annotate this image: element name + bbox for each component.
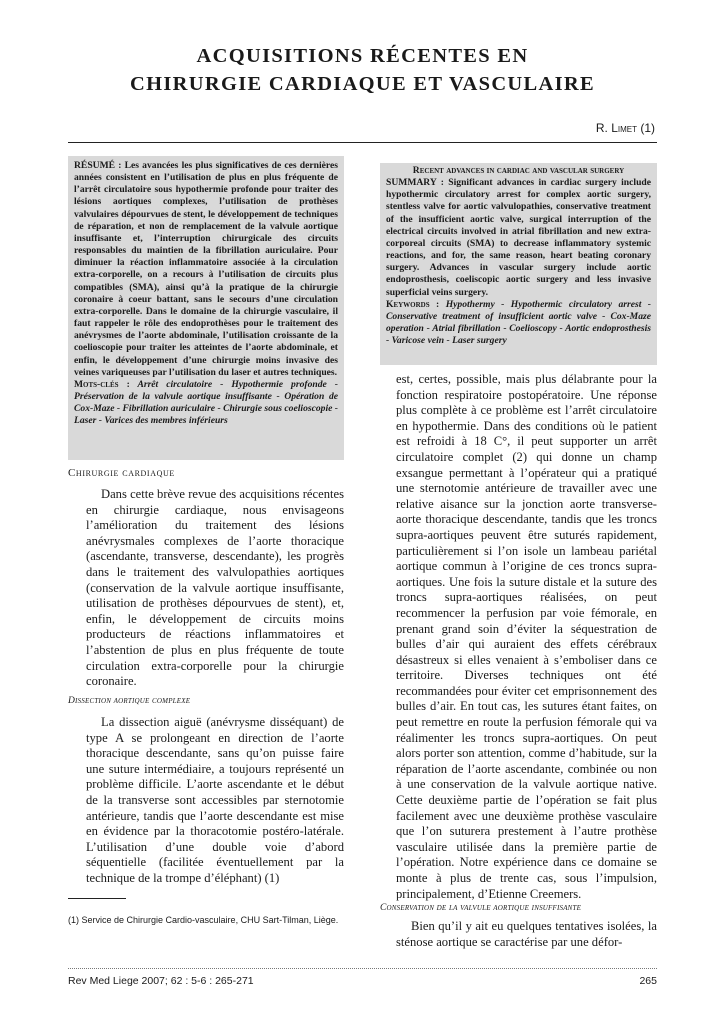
footnote-rule [68, 898, 126, 899]
article-title [0, 42, 725, 98]
summary-text: Significant advances in cardiac surgery include hypothermic circulatory arrest for complex aortic surgery, stentless valve for aortic valvulopathies, conservative treatment of the insufficient aortic valve, surgical interruption of the electrical circuits involved in atrial fibrillation and new extra-corporeal circuits (SMA) to decrease inflammatory systemic reactions, and for, the same reason, heart beating coronary surgery. Advances in vascular surgery include aortic endoprosthesis, coeliscopic aortic surgery and less invasive superficial veins surgery. [386, 177, 652, 298]
summary-label: SUMMARY : [386, 177, 444, 189]
resume-keywords [74, 379, 338, 426]
subheading-conservation: Conservation de la valvule aortique insuffisante [380, 903, 582, 913]
title-line-1: ACQUISITIONS RÉCENTES EN [196, 45, 529, 67]
footer-dotted-rule [68, 968, 657, 969]
summary-title: Recent advances in cardiac and vascular surgery [412, 165, 625, 176]
resume-box [68, 156, 344, 460]
resume-label: RÉSUMÉ : [74, 160, 122, 171]
section-heading: Chirurgie cardiaque [68, 467, 175, 479]
title-rule [68, 142, 657, 143]
title-line-2: CHIRURGIE CARDIAQUE ET VASCULAIRE [130, 73, 595, 95]
resume-text: Les avancées les plus significatives de ces dernières années consistent en l’utilisation de plus en plus fréquente de l’arrêt circulatoire sous hypothermie profonde pour traiter des lésions aortiques complexes, l’utilisation de prothèses valvulaires dépourvues de stent, le développement de techniques de réparation, et non de remplacement de la valvule aortique insuffisante et, l’interruption chirurgicale des circuits responsables du maintien de la fibrillation auriculaire. Pour diminuer la réaction inflammatoire associée à la circulation extra-corporelle, on a recours à l’utilisation de circuits plus compatibles (SMA), ainsi qu’à la pratique de la chirurgie coronaire à coeur battant, sans le secours d’une circulation extra-corporelle. Dans le domaine de la chirurgie vasculaire, il faut rappeler le rôle des endoprothèses pour le traitement des anévrysmes de l’aorte abdominale, l’utilisation croissante de la coelioscopie pour traiter les atteintes de l’aorte abdominale, et enfin, le développement d’une chirurgie moins invasive des veines variqueuses par l’utilisation du laser et autres techniques. [74, 160, 338, 378]
right-column-paragraph: est, certes, possible, mais plus délabrante pour la fonction respiratoire postopératoire. Une réponse plus complète à ce problème est l’arrêt circulatoire en hypothermie. Dans des conditions où le patient est refroidi à 18 C°, il peut supporter un arrêt circulatoire complet (2) qui donne un champ exsangue permettant à l’opérateur qui a pratiqué une sternotomie antérieure de travailler avec une relative aisance sur la jonction aorte transverse-aorte thoracique descendante, tandis que les troncs supra-aortiques peuvent être suturés rapidement, particulièrement si l’on isole un lambeau pariétal aortique commun à l’origine de ces troncs supra-aortiques. Une fois la suture distale et la suture des troncs supra-aortiques réalisées, on peut recommencer la perfusion par voie fémorale, en prenant grand soin d’éviter la séquestration de bulles d’air qui auraient des effets cérébraux désastreux si elles venaient à s’emboliser dans ce territoire. Diverses techniques ont été recommandées pour éviter cet emprisonnement des bulles d’air. En tout cas, les sutures étant faites, on peut remettre en route la perfusion fémorale qui va réalimenter les troncs supra-aortiques. On peut alors porter son attention, comme d’habitude, sur la réparation de l’aorte ascendante, combinée ou non à une conservation de la valvule aortique native. Cette deuxième partie de l’opération se fait plus facilement avec une deuxième prothèse vasculaire que l’on suturera prestement à l’autre prothèse vasculaire utilisée dans la première partie de l’opération. Notre expérience dans ce domaine se monte à plus de trente cas, sous l’impulsion, principalement, d’Etienne Creemers. [396, 372, 657, 901]
summary-keywords [386, 299, 651, 346]
summary-keywords-text: Hypothermy - Hypothermic circulatory arrest - Conservative treatment of insufficient aortic valve - Cox-Maze operation - Atrial fibrillation - Coelioscopy - Aortic endoprosthesis - Varicose vein - Laser surgery [386, 298, 651, 347]
resume-keywords-text: Arrêt circulatoire - Hypothermie profonde - Préservation de la valvule aortique insuffisante - Opération de Cox-Maze - Fibrillation auriculaire - Chirurgie sous coelioscopie - Laser - Varices des membres inférieurs [74, 378, 338, 427]
author-byline: R. Limet (1) [595, 121, 655, 135]
page-number: 265 [639, 975, 657, 987]
summary-box [380, 163, 657, 365]
summary-keywords-label: Keywords : [386, 298, 440, 310]
dissection-paragraph: La dissection aiguë (anévrysme disséquant) de type A se prolongeant en direction de l’aorte thoracique descendante, sans qu’on puisse faire une suture intermédiaire, a toujours représenté un problème difficile. L’aorte ascendante et le début de la transverse sont accessibles par sternotomie antérieure, tandis que l’aorte descendante est mise en évidence par la thoracotomie postéro-latérale. L’utilisation d’une double voie d’abord séquentielle (facilitée éventuellement par la technique de la trompe d’éléphant) (1) [86, 715, 344, 885]
footnote: (1) Service de Chirurgie Cardio-vasculaire, CHU Sart-Tilman, Liège. [68, 915, 339, 925]
resume-keywords-label: Mots-clés : [74, 378, 130, 390]
conservation-paragraph: Bien qu’il y ait eu quelques tentatives isolées, la sténose aortique se caractérise par une défor- [396, 919, 657, 949]
subheading-dissection: Dissection aortique complexe [68, 696, 191, 706]
journal-citation: Rev Med Liege 2007; 62 : 5-6 : 265-271 [68, 975, 254, 987]
intro-paragraph: Dans cette brève revue des acquisitions récentes en chirurgie cardiaque, nous envisageons l’amélioration du traitement des lésions anévrysmales complexes de l’aorte thoracique (ascendante, transverse, descendante), les progrès dans le traitement des valvulopathies aortiques (conservation de la valvule aortique insuffisante, utilisation de prothèses dépourvues de stent), et, enfin, le développement de circuits moins producteurs de réactions inflammatoires et l’abstention de plus en plus fréquente de toute circulation extra-corporelle pour la chirurgie coronaire. [86, 487, 344, 689]
